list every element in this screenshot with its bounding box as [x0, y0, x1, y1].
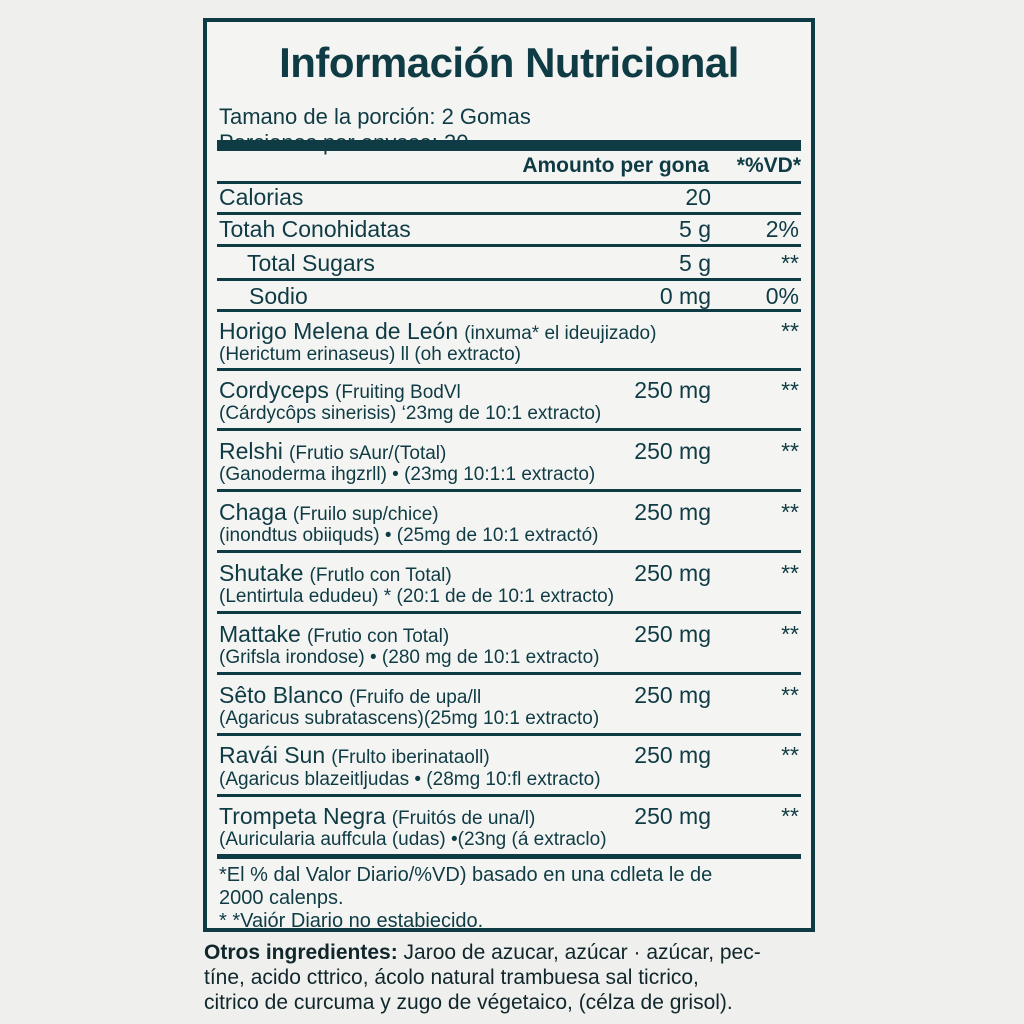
- panel-title: Información Nutricional: [279, 39, 739, 86]
- ingredient-amount: 250 mg: [634, 377, 711, 403]
- ingredient-name: Ravái Sun (Frulto iberinataoll): [219, 742, 490, 768]
- ingredient-source: (inondtus obiiquds) • (25mg de 10:1 extractó): [219, 525, 599, 546]
- row-amount-sodium: 0 mg: [659, 283, 711, 309]
- ingredient-amount: 250 mg: [634, 438, 711, 464]
- ingredient-amount: 250 mg: [634, 499, 711, 525]
- ingredient-name: Mattake (Frutio con Total): [219, 621, 450, 647]
- divider: [217, 278, 801, 281]
- ingredient-source: (Agaricus blazeitljudas • (28mg 10:fl extracto): [219, 769, 601, 790]
- ingredient-name: Cordyceps (Fruiting BodVl: [219, 377, 461, 403]
- ingredient-amount: 250 mg: [634, 621, 711, 647]
- divider: [217, 244, 801, 247]
- ingredient-name: Relshi (Frutio sAur/(Total): [219, 438, 447, 464]
- ingredient-source: (Herictum erinaseus) ll (oh extracto): [219, 344, 521, 365]
- ingredient-amount: 250 mg: [634, 560, 711, 586]
- divider: [217, 672, 801, 675]
- ingredient-dv: **: [781, 499, 799, 525]
- row-label-calories: Calorias: [219, 184, 304, 210]
- header-daily-value: *%VD*: [736, 154, 801, 177]
- ingredient-source: (Agaricus subratascens)(25mg 10:1 extracto): [219, 708, 600, 729]
- ingredient-name: Sêto Blanco (Fruifo de upa/ll: [219, 682, 482, 708]
- ingredient-name: Horigo Melena de León (inxuma* el ideujizado): [219, 318, 657, 344]
- ingredient-dv: **: [781, 803, 799, 829]
- divider: [217, 489, 801, 492]
- ingredient-dv: **: [781, 621, 799, 647]
- other-ingredients-label: Otros ingredientes:: [204, 941, 398, 964]
- row-dv-sugars: **: [781, 250, 799, 276]
- ingredient-amount: 250 mg: [634, 682, 711, 708]
- divider: [217, 309, 801, 312]
- nutrition-facts-panel: [203, 18, 815, 932]
- row-dv-sodium: 0%: [765, 283, 799, 309]
- divider: [217, 733, 801, 736]
- divider: [217, 212, 801, 215]
- row-label-sodium: Sodio: [249, 283, 308, 309]
- row-amount-carbohydrates: 5 g: [679, 216, 711, 242]
- other-ingredients-text: Jaroo de azucar, azúcar · azúcar, pec-: [397, 941, 761, 964]
- divider: [217, 854, 801, 859]
- ingredient-source: (Lentirtula edudeu) * (20:1 de de 10:1 extracto): [219, 586, 615, 607]
- ingredient-source: (Cárdycôps sinerisis) ‘23mg de 10:1 extracto): [219, 403, 602, 424]
- divider: [217, 550, 801, 553]
- ingredient-amount: 250 mg: [634, 803, 711, 829]
- header-amount: Amounto per gona: [522, 154, 709, 177]
- ingredient-dv: **: [781, 438, 799, 464]
- divider: [217, 181, 801, 184]
- footnote-daily-value: *El % dal Valor Diario/%VD) basado en una cdleta le de: [219, 864, 713, 886]
- row-dv-carbohydrates: 2%: [765, 216, 799, 242]
- row-label-sugars: Total Sugars: [247, 250, 375, 276]
- ingredient-name: Chaga (Fruilo sup/chice): [219, 499, 439, 525]
- row-label-carbohydrates: Totah Conohidatas: [219, 216, 411, 242]
- divider: [217, 428, 801, 431]
- ingredient-name: Shutake (Frutlo con Total): [219, 560, 452, 586]
- thick-divider: [217, 140, 801, 151]
- other-ingredients-line-3: citrico de curcuma y zugo de végetaico, (célza de grisol).: [204, 991, 733, 1014]
- ingredient-dv: **: [781, 318, 799, 344]
- divider: [217, 368, 801, 371]
- ingredient-dv: **: [781, 742, 799, 768]
- divider: [217, 794, 801, 797]
- ingredient-source: (Grifsla irondose) • (280 mg de 10:1 extracto): [219, 647, 600, 668]
- ingredient-amount: 250 mg: [634, 742, 711, 768]
- ingredient-name: Trompeta Negra (Fruitós de una/l): [219, 803, 536, 829]
- ingredient-dv: **: [781, 560, 799, 586]
- footnote-not-established: * *Vaiór Diario no estabiecido.: [219, 910, 484, 932]
- ingredient-source: (Ganoderma ihgzrll) • (23mg 10:1:1 extracto): [219, 464, 596, 485]
- other-ingredients-line-1: [204, 941, 814, 965]
- other-ingredients-line-2: tíne, acido cttrico, ácolo natural trambuesa sal ticrico,: [204, 966, 699, 989]
- row-amount-sugars: 5 g: [679, 250, 711, 276]
- footnote-daily-value-cont: 2000 calenps.: [219, 887, 344, 909]
- ingredient-source: (Auricularia auffcula (udas) •(23ng (á extraclo): [219, 829, 607, 850]
- row-amount-calories: 20: [685, 184, 711, 210]
- serving-size: Tamano de la porción: 2 Gomas: [219, 104, 531, 129]
- ingredient-dv: **: [781, 682, 799, 708]
- ingredient-dv: **: [781, 377, 799, 403]
- divider: [217, 611, 801, 614]
